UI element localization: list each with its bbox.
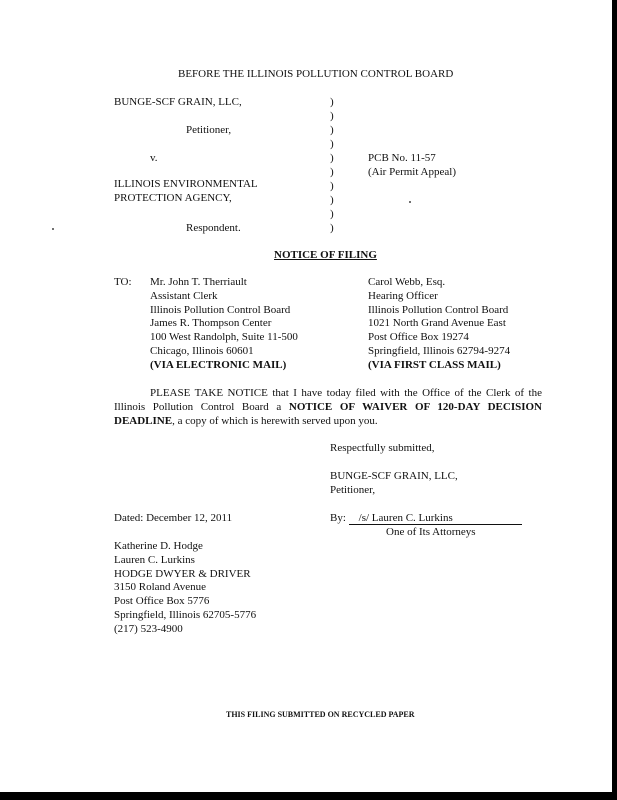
attorney-line: Katherine D. Hodge	[114, 540, 203, 552]
board-heading: BEFORE THE ILLINOIS POLLUTION CONTROL BOARD	[178, 68, 454, 80]
attorney-line: Lauren C. Lurkins	[114, 553, 195, 566]
attorney-line: HODGE DWYER & DRIVER	[114, 567, 251, 580]
paren: )	[330, 152, 334, 164]
notice-text: , a copy of which is herewith served upon you.	[172, 415, 378, 427]
attorney-line: Post Office Box 5776	[114, 595, 210, 608]
case-number: PCB No. 11-57	[368, 152, 436, 164]
paren: )	[330, 138, 334, 150]
paren: )	[330, 124, 334, 136]
signature-caption: One of Its Attorneys	[386, 526, 476, 538]
by-label: By:	[330, 512, 346, 524]
respondent-name-line1: ILLINOIS ENVIRONMENTAL	[114, 178, 258, 190]
paren: )	[330, 194, 334, 206]
address-line: Assistant Clerk	[150, 289, 218, 302]
recipient-1-block	[150, 276, 298, 373]
to-label: TO:	[114, 276, 132, 288]
petitioner-role: Petitioner,	[186, 124, 232, 136]
paren: )	[330, 180, 334, 192]
respondent-role: Respondent.	[186, 222, 241, 234]
address-line: James R. Thompson Center	[150, 317, 272, 330]
attorney-line: Springfield, Illinois 62705-5776	[114, 608, 257, 621]
attorney-block	[114, 540, 256, 637]
signature-block	[330, 512, 522, 525]
notice-text: PLEASE TAKE NOTICE that I have today filed with the Office of the Clerk of the Illinois Pollution Control Board a	[114, 387, 542, 413]
petitioner-name: BUNGE-SCF GRAIN, LLC,	[114, 96, 242, 108]
signatory-role: Petitioner,	[330, 484, 376, 496]
paren: )	[330, 166, 334, 178]
address-line: 1021 North Grand Avenue East	[368, 317, 506, 330]
signatory-name: BUNGE-SCF GRAIN, LLC,	[330, 470, 458, 482]
closing: Respectfully submitted,	[330, 442, 435, 454]
attorney-line: (217) 523-4900	[114, 622, 183, 635]
paren: )	[330, 208, 334, 220]
case-type: (Air Permit Appeal)	[368, 166, 456, 178]
delivery-method: (VIA FIRST CLASS MAIL)	[368, 358, 501, 371]
attorney-line: 3150 Roland Avenue	[114, 581, 207, 594]
versus: v.	[150, 152, 158, 164]
notice-paragraph	[114, 386, 542, 428]
paren: )	[330, 96, 334, 108]
address-line: Carol Webb, Esq.	[368, 276, 446, 288]
respondent-name-line2: PROTECTION AGENCY,	[114, 192, 232, 204]
address-line: Chicago, Illinois 60601	[150, 344, 254, 357]
address-line: Hearing Officer	[368, 289, 438, 302]
scan-speck	[409, 201, 411, 203]
paren: )	[330, 222, 334, 234]
signature: /s/ Lauren C. Lurkins	[349, 512, 522, 525]
recipient-2-block	[368, 276, 510, 373]
address-line: Mr. John T. Therriault	[150, 276, 247, 288]
delivery-method: (VIA ELECTRONIC MAIL)	[150, 358, 287, 371]
address-line: 100 West Randolph, Suite 11-500	[150, 331, 298, 344]
date-line: Dated: December 12, 2011	[114, 512, 233, 524]
notice-document-title: NOTICE OF WAIVER OF 120-DAY DECISION DEADLINE	[114, 401, 542, 427]
recycled-paper-footer: THIS FILING SUBMITTED ON RECYCLED PAPER	[226, 710, 415, 719]
address-line: Post Office Box 19274	[368, 331, 469, 344]
address-line: Illinois Pollution Control Board	[368, 303, 509, 316]
address-line: Springfield, Illinois 62794-9274	[368, 344, 511, 357]
address-line: Illinois Pollution Control Board	[150, 303, 291, 316]
paren: )	[330, 110, 334, 122]
notice-title: NOTICE OF FILING	[274, 249, 377, 261]
scan-speck	[52, 228, 54, 230]
